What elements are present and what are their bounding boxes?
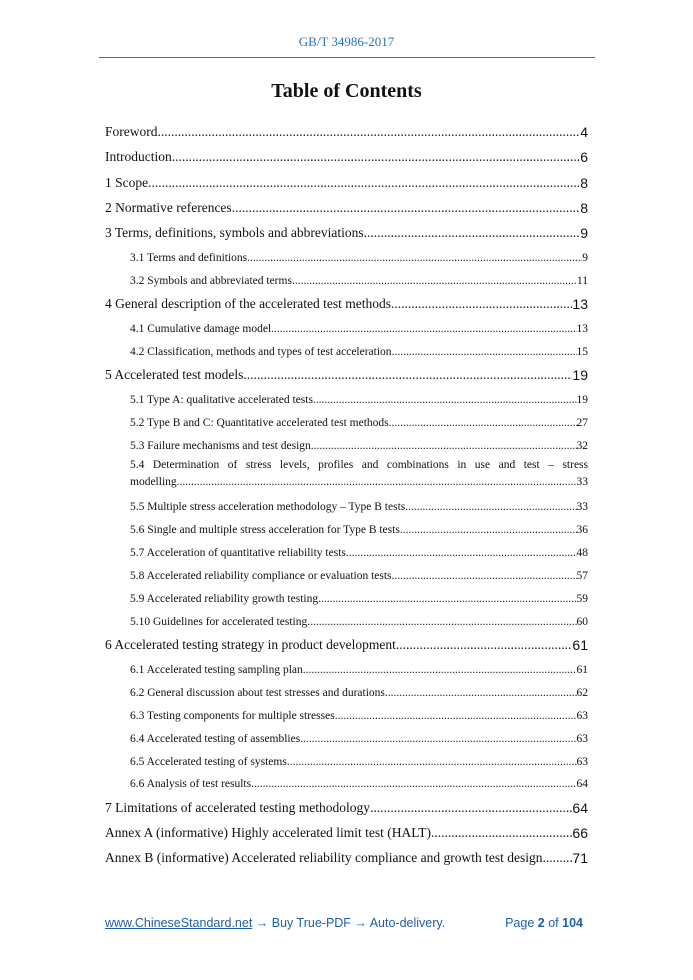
toc-entry[interactable] [105, 745, 588, 768]
toc-entry[interactable] [105, 429, 588, 452]
toc-entry-title: 4.1 Cumulative damage model [130, 322, 272, 335]
toc-entry-title: 3.2 Symbols and abbreviated terms [130, 274, 292, 287]
toc-page-number: 19 [572, 366, 588, 383]
toc-leader-dots [370, 800, 572, 816]
toc-page-number: 15 [576, 345, 588, 358]
toc-entry[interactable] [105, 653, 588, 676]
of-label: of [548, 916, 559, 930]
toc-entry[interactable] [105, 264, 588, 287]
toc-page-number: 27 [576, 416, 588, 429]
toc-entry-title: 6 Accelerated testing strategy in product development [105, 637, 396, 653]
toc-entry[interactable] [105, 676, 588, 699]
toc-leader-dots [318, 593, 576, 605]
toc-page-number: 9 [580, 224, 588, 241]
toc-entry[interactable] [105, 140, 588, 165]
toc-leader-dots [177, 474, 577, 491]
table-of-contents [105, 115, 588, 866]
toc-entry-title: 5 Accelerated test models [105, 366, 244, 382]
toc-leader-dots [158, 124, 581, 140]
toc-entry[interactable] [105, 536, 588, 559]
toc-entry-title: 5.8 Accelerated reliability compliance or evaluation tests [130, 570, 392, 583]
toc-leader-dots [389, 417, 577, 429]
page-title: Table of Contents [271, 80, 422, 102]
toc-entry-title: 5.1 Type A: qualitative accelerated tests [130, 393, 313, 406]
toc-page-number: 64 [576, 778, 588, 791]
toc-leader-dots [431, 825, 572, 841]
header-divider [99, 57, 595, 58]
toc-page-number: 13 [572, 295, 588, 312]
toc-entry[interactable] [105, 312, 588, 335]
toc-leader-dots [247, 252, 582, 264]
toc-page-number: 32 [576, 439, 588, 452]
toc-entry-title: 6.5 Accelerated testing of systems [130, 755, 287, 768]
toc-entry-title: 5.10 Guidelines for accelerated testing [130, 615, 308, 628]
toc-entry-title: 2 Normative references [105, 199, 232, 215]
toc-entry-title: 3.1 Terms and definitions [130, 251, 248, 264]
toc-leader-dots [313, 394, 577, 406]
toc-entry[interactable] [105, 513, 588, 536]
toc-page-number: 66 [572, 824, 588, 841]
toc-page-number: 63 [576, 732, 588, 745]
toc-leader-dots [307, 616, 576, 628]
toc-leader-dots [303, 664, 577, 676]
footer-promo-text: → Buy True-PDF → Auto-delivery. [252, 916, 446, 930]
toc-leader-dots [172, 149, 580, 165]
toc-entry-title: Annex B (informative) Accelerated reliability compliance and growth test design [105, 849, 543, 865]
header-standard-code: GB/T 34986-2017 [298, 34, 395, 49]
toc-entry-title: 5.9 Accelerated reliability growth testing [130, 593, 319, 605]
toc-entry-title: 5.5 Multiple stress acceleration methodology – Type B tests [130, 501, 406, 514]
toc-page-number: 61 [572, 637, 588, 654]
toc-entry[interactable] [105, 287, 588, 312]
toc-entry[interactable] [105, 452, 588, 491]
toc-leader-dots [392, 346, 577, 358]
toc-page-number: 60 [576, 615, 588, 628]
toc-entry[interactable] [105, 582, 588, 605]
toc-entry[interactable] [105, 406, 588, 429]
toc-entry-title: 6.6 Analysis of test results [130, 778, 252, 791]
toc-entry-title: 4 General description of the accelerated test methods [105, 295, 392, 311]
toc-page-number: 71 [572, 849, 588, 866]
toc-entry[interactable] [105, 241, 588, 264]
toc-entry[interactable] [105, 216, 588, 241]
toc-leader-dots [335, 710, 577, 722]
toc-page-number: 11 [576, 274, 588, 287]
toc-entry-title: 3 Terms, definitions, symbols and abbreviations [105, 224, 364, 240]
toc-entry[interactable] [105, 559, 588, 582]
toc-page-number: 8 [580, 174, 588, 191]
toc-entry-title: 6.3 Testing components for multiple stresses [130, 709, 335, 722]
toc-page-number: 4 [580, 124, 588, 141]
toc-entry-title-continued: modelling [130, 475, 177, 488]
toc-leader-dots [251, 778, 576, 790]
page-footer [105, 916, 583, 930]
toc-entry-title: 5.2 Type B and C: Quantitative accelerated test methods [130, 416, 389, 429]
toc-entry-title: 6.2 General discussion about test stresses and durations [130, 686, 385, 699]
toc-page-number: 63 [576, 755, 588, 768]
toc-entry-title: Annex A (informative) Highly accelerated limit test (HALT) [105, 824, 432, 840]
toc-entry-title: 6.1 Accelerated testing sampling plan [130, 663, 303, 676]
toc-page-number: 64 [572, 799, 588, 816]
toc-entry[interactable] [105, 628, 588, 653]
toc-leader-dots [148, 175, 580, 191]
toc-entry[interactable] [105, 841, 588, 866]
toc-page-number: 63 [576, 709, 588, 722]
toc-entry[interactable] [105, 115, 588, 140]
toc-entry-title: 1 Scope [105, 174, 149, 190]
toc-page-number: 48 [576, 547, 588, 560]
toc-entry[interactable] [105, 816, 588, 841]
toc-page-number: 13 [576, 322, 588, 335]
toc-entry-title: Introduction [105, 149, 172, 165]
toc-entry-title: 7 Limitations of accelerated testing methodology [105, 799, 371, 815]
toc-leader-dots [542, 850, 572, 866]
website-link[interactable]: www.ChineseStandard.net [105, 916, 253, 930]
toc-entry-title: 5.7 Acceleration of quantitative reliability tests [130, 547, 346, 560]
toc-entry-title: 5.4 Determination of stress levels, profiles and combinations in use and test – stress [130, 458, 588, 471]
toc-page-number: 9 [582, 251, 588, 264]
toc-leader-dots [385, 687, 577, 699]
toc-leader-dots [243, 367, 572, 383]
toc-leader-dots [391, 296, 572, 312]
toc-leader-dots [311, 440, 577, 452]
toc-entry[interactable] [105, 491, 588, 514]
toc-leader-dots [400, 524, 577, 536]
toc-page-number: 33 [576, 475, 588, 488]
toc-leader-dots [346, 547, 577, 559]
page-label: Page [505, 916, 535, 930]
toc-leader-dots [292, 275, 577, 287]
toc-entry[interactable] [105, 358, 588, 383]
toc-page-number: 8 [580, 199, 588, 216]
toc-entry-title: 6.4 Accelerated testing of assemblies [130, 732, 301, 745]
toc-page-number: 6 [580, 149, 588, 166]
toc-entry-title: 5.3 Failure mechanisms and test design [130, 439, 311, 452]
toc-entry[interactable] [105, 768, 588, 791]
toc-entry[interactable] [105, 383, 588, 406]
toc-entry[interactable] [105, 165, 588, 190]
toc-leader-dots [392, 570, 577, 582]
toc-leader-dots [396, 637, 573, 653]
toc-page-number: 59 [576, 593, 588, 605]
toc-entry[interactable] [105, 722, 588, 745]
toc-page-number: 36 [576, 524, 588, 537]
toc-leader-dots [232, 200, 581, 216]
toc-leader-dots [364, 225, 581, 241]
toc-entry[interactable] [105, 699, 588, 722]
page-indicator [505, 916, 583, 930]
toc-entry[interactable] [105, 790, 588, 815]
toc-leader-dots [287, 756, 577, 768]
total-pages: 104 [562, 916, 583, 930]
toc-page-number: 33 [576, 501, 588, 514]
toc-entry-title: 4.2 Classification, methods and types of test acceleration [130, 345, 392, 358]
toc-entry[interactable] [105, 191, 588, 216]
toc-leader-dots [405, 501, 576, 513]
toc-entry-title: 5.6 Single and multiple stress acceleration for Type B tests [130, 524, 400, 537]
toc-leader-dots [300, 733, 576, 745]
toc-page-number: 61 [576, 663, 588, 676]
page-number: 2 [537, 916, 545, 930]
toc-entry[interactable] [105, 605, 588, 628]
toc-page-number: 19 [576, 393, 588, 406]
toc-leader-dots [271, 323, 576, 335]
toc-entry[interactable] [105, 335, 588, 358]
toc-page-number: 57 [576, 570, 588, 583]
toc-entry-title: Foreword [105, 124, 158, 140]
toc-page-number: 62 [576, 686, 588, 699]
